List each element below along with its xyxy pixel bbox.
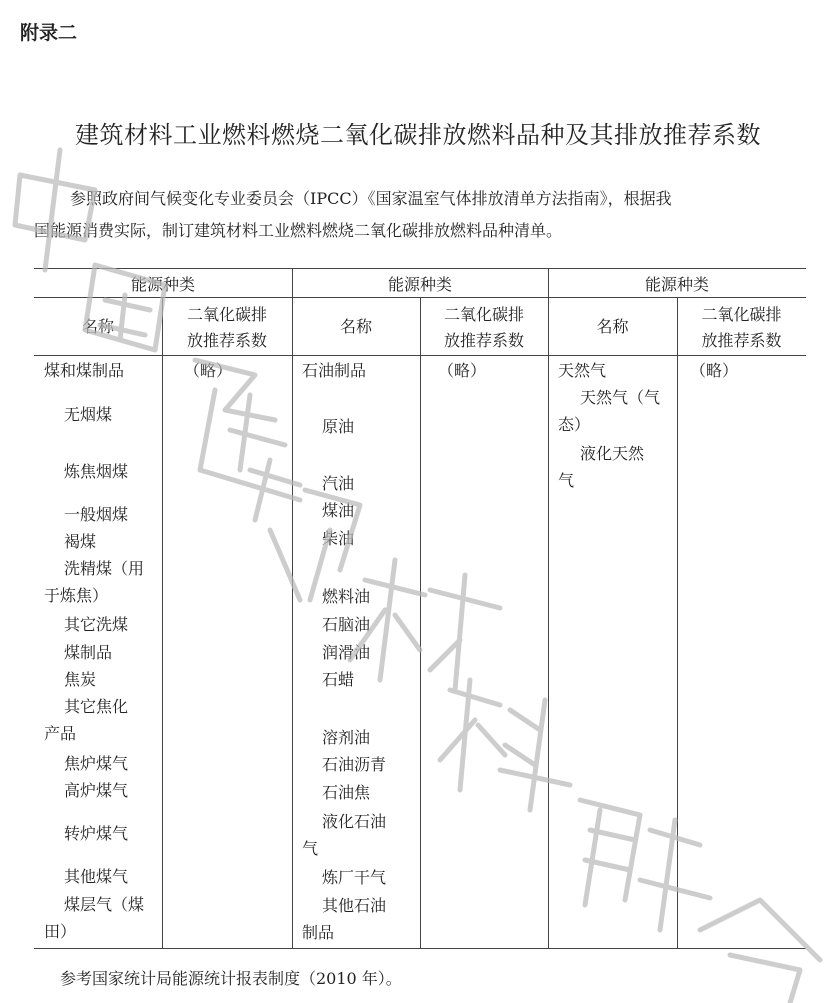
fuel-item: 焦炭 [64,670,97,689]
name-column-header: 名称 [596,317,629,336]
fuel-item: 天然气 [558,361,607,380]
table-divider [548,268,549,948]
fuel-item: 无烟煤 [64,405,113,424]
fuel-item: 高炉煤气 [64,781,129,800]
fuel-item: 褐煤 [64,532,97,551]
coefficient-column-header [162,302,292,354]
fuel-item: 燃料油 [322,587,371,606]
fuel-item: 润滑油 [322,643,371,662]
fuel-item: 其他煤气 [64,867,129,886]
table-divider [420,297,421,948]
fuel-item: 天然气（气 [580,388,661,407]
fuel-item: 石蜡 [322,670,355,689]
coefficient-header-line: 二氧化碳排 [186,305,267,324]
fuel-item: 焦炉煤气 [64,754,129,773]
fuel-item: 产品 [44,724,77,743]
fuel-item: 田） [44,922,77,941]
coefficient-header-line: 放推荐系数 [443,331,524,350]
fuel-item: 洗精煤（用 [64,559,145,578]
fuel-item: 于炼焦） [44,586,109,605]
document-title: 建筑材料工业燃料燃烧二氧化碳排放燃料品种及其排放推荐系数 [75,121,761,149]
fuel-item: 汽油 [322,474,355,493]
fuel-item: 溶剂油 [322,728,371,747]
group-header: 能源种类 [644,275,709,294]
table-divider [162,297,163,948]
fuel-item: 一般烟煤 [64,505,129,524]
table-divider [292,268,293,948]
coefficient-header-line: 二氧化碳排 [701,305,782,324]
table-top-rule [34,268,806,269]
fuel-item: 炼焦烟煤 [64,462,129,481]
table-divider [677,297,678,948]
fuel-item: 转炉煤气 [64,824,129,843]
fuel-item: 石油焦 [322,783,371,802]
fuel-item: 气 [302,839,319,858]
fuel-item: 石油制品 [302,361,367,380]
coefficient-header-line: 放推荐系数 [701,331,782,350]
footnote: 参考国家统计局能源统计报表制度（2010 年）。 [60,969,402,988]
intro-paragraph-line-1: 参照政府间气候变化专业委员会（IPCC）《国家温室气体排放清单方法指南》，根据我 [70,189,672,208]
fuel-item: 态） [558,415,591,434]
appendix-label: 附录二 [20,22,78,44]
coefficient-column-header [420,302,548,354]
fuel-item: 液化石油 [322,812,387,831]
fuel-item: 原油 [322,417,355,436]
table-bottom-rule [34,948,806,949]
fuel-item: 制品 [302,923,335,942]
fuel-item: 其他石油 [322,896,387,915]
intro-paragraph-line-2: 国能源消费实际，制订建筑材料工业燃料燃烧二氧化碳排放燃料品种清单。 [34,221,563,240]
coefficient-column-header [677,302,806,354]
coefficient-value: （略） [184,361,233,380]
fuel-item: 煤制品 [64,643,113,662]
coefficient-value: （略） [438,361,487,380]
fuel-item: 液化天然 [580,444,645,463]
coefficient-header-line: 放推荐系数 [186,331,267,350]
fuel-item: 石油沥青 [322,755,387,774]
fuel-item: 煤和煤制品 [44,361,125,380]
fuel-item: 炼厂干气 [322,868,387,887]
fuel-item: 煤层气（煤 [64,895,145,914]
fuel-item: 柴油 [322,529,355,548]
coefficient-value: （略） [690,361,739,380]
fuel-item: 煤油 [322,501,355,520]
fuel-item: 其它洗煤 [64,615,129,634]
group-header: 能源种类 [130,275,195,294]
group-header: 能源种类 [387,275,452,294]
fuel-item: 其它焦化 [64,697,129,716]
coefficient-header-line: 二氧化碳排 [443,305,524,324]
fuel-item: 石脑油 [322,615,371,634]
fuel-item: 气 [558,471,575,490]
name-column-header: 名称 [339,317,372,336]
name-column-header: 名称 [81,317,114,336]
